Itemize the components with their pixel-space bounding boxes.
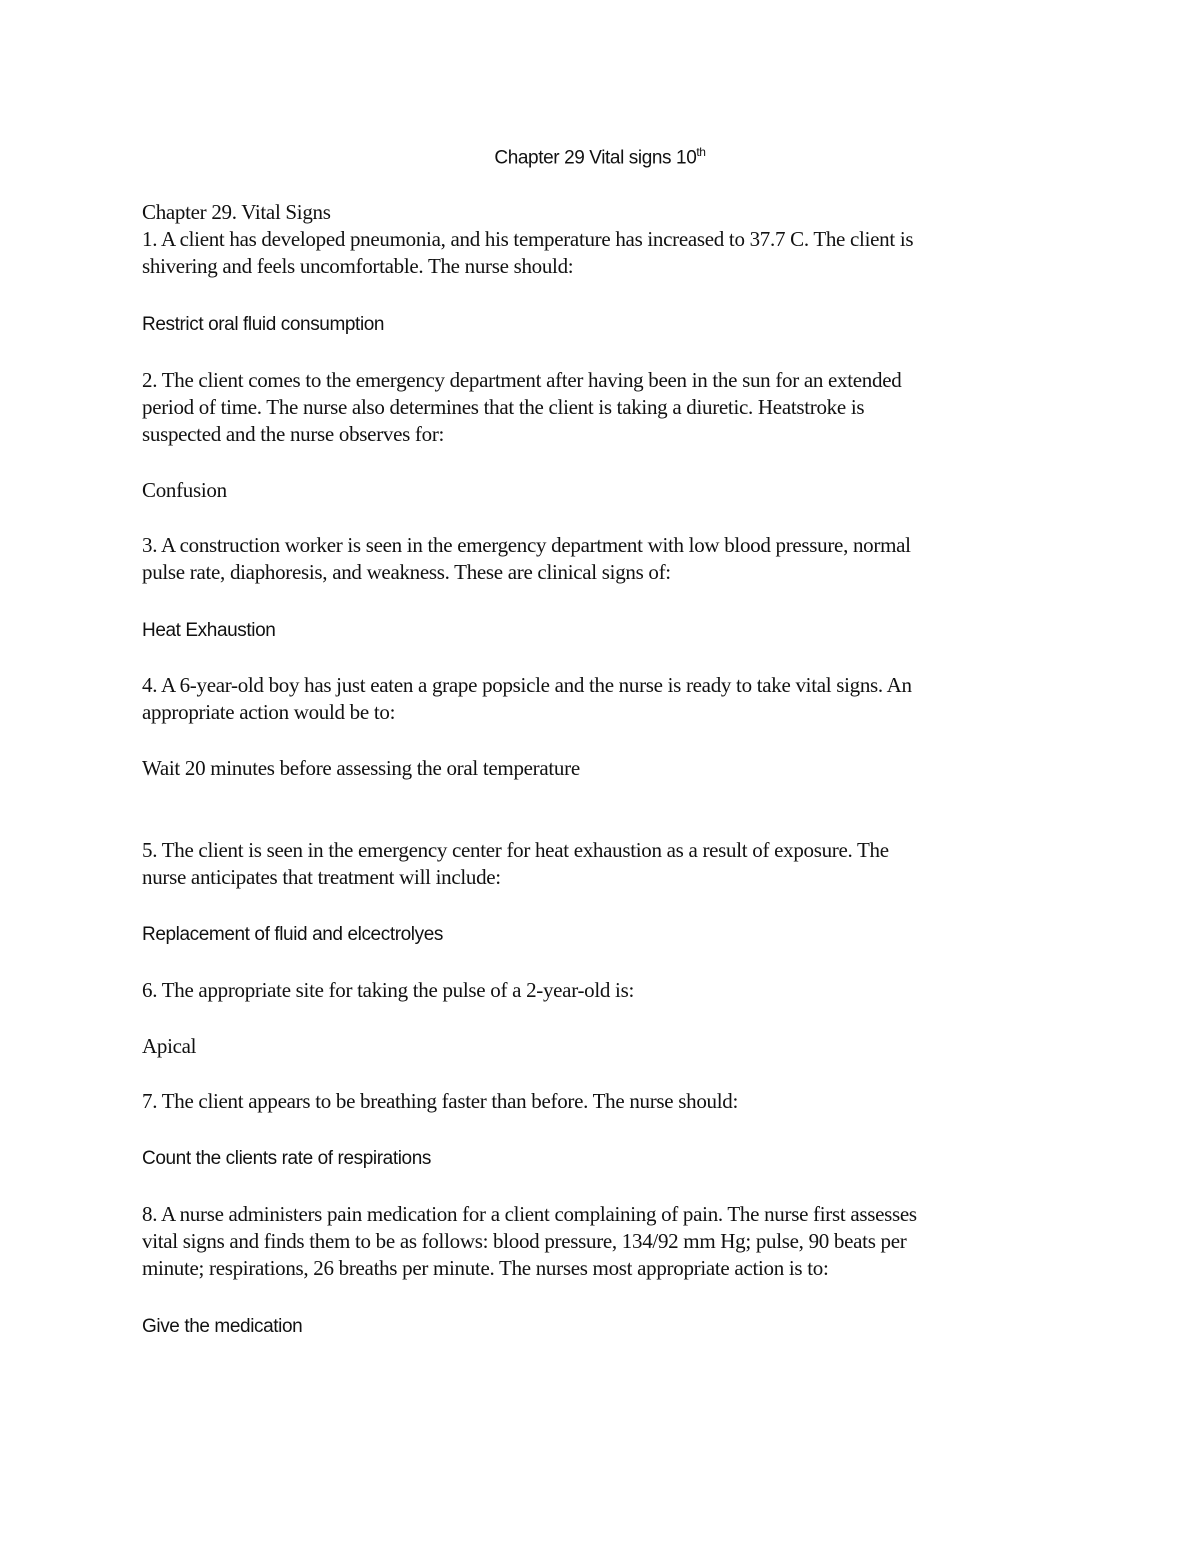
answer-text: Wait 20 minutes before assessing the oral temperature [142,756,580,780]
answer-5 [142,921,443,948]
question-3 [142,532,911,586]
question-line: 3. A construction worker is seen in the emergency department with low blood pressure, normal [142,533,911,557]
question-line: minute; respirations, 26 breaths per minute. The nurses most appropriate action is to: [142,1256,829,1280]
subtitle [142,199,331,226]
answer-text: Apical [142,1034,197,1058]
question-line: pulse rate, diaphoresis, and weakness. These are clinical signs of: [142,560,671,584]
answer-text: Give the medication [142,1316,303,1337]
title-superscript: th [696,145,706,159]
question-line: 1. A client has developed pneumonia, and his temperature has increased to 37.7 C. The client is [142,227,914,251]
answer-text: Restrict oral fluid consumption [142,314,385,335]
question-5 [142,837,889,891]
question-2 [142,367,901,448]
answer-1 [142,311,384,338]
answer-text: Heat Exhaustion [142,620,276,641]
question-line: 8. A nurse administers pain medication for a client complaining of pain. The nurse first assesses [142,1202,917,1226]
answer-2 [142,477,227,504]
answer-text: Confusion [142,478,227,502]
answer-6 [142,1033,196,1060]
document-title [0,145,1200,169]
question-8 [142,1201,917,1282]
question-line: 4. A 6-year-old boy has just eaten a grape popsicle and the nurse is ready to take vital signs. An [142,673,912,697]
answer-3 [142,617,275,644]
answer-text: Replacement of fluid and elcectrolyes [142,924,443,945]
question-7 [142,1088,738,1115]
question-6 [142,977,634,1004]
question-line: 5. The client is seen in the emergency center for heat exhaustion as a result of exposure. The [142,838,889,862]
question-line: suspected and the nurse observes for: [142,422,445,446]
subtitle-text: Chapter 29. Vital Signs [142,200,331,224]
answer-8 [142,1313,302,1340]
question-line: appropriate action would be to: [142,700,396,724]
answer-7 [142,1145,431,1172]
question-line: period of time. The nurse also determines that the client is taking a diuretic. Heatstroke is [142,395,865,419]
question-1 [142,226,913,280]
question-line: 6. The appropriate site for taking the pulse of a 2-year-old is: [142,978,634,1002]
answer-4 [142,755,580,782]
question-line: nurse anticipates that treatment will include: [142,865,501,889]
question-line: vital signs and finds them to be as follows: blood pressure, 134/92 mm Hg; pulse, 90 beats per [142,1229,907,1253]
question-4 [142,672,912,726]
question-line: 7. The client appears to be breathing faster than before. The nurse should: [142,1089,739,1113]
question-line: 2. The client comes to the emergency department after having been in the sun for an extended [142,368,902,392]
question-line: shivering and feels uncomfortable. The nurse should: [142,254,574,278]
title-text: Chapter 29 Vital signs 10 [494,147,697,169]
answer-text: Count the clients rate of respirations [142,1148,431,1169]
